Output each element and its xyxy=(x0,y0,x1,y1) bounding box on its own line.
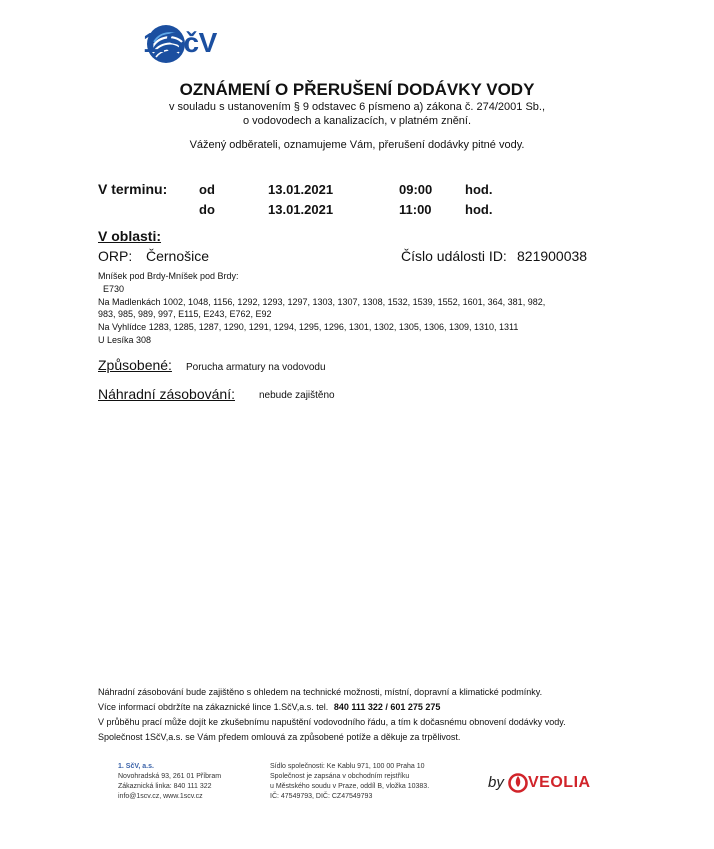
term-from-unit: hod. xyxy=(465,182,493,197)
cause-value: Porucha armatury na vodovodu xyxy=(186,362,326,373)
replacement-label: Náhradní zásobování: xyxy=(98,386,235,402)
veolia-logo-text: VEOLIA xyxy=(528,774,591,791)
area-line-6: U Lesíka 308 xyxy=(98,335,152,345)
term-to-time: 11:00 xyxy=(399,202,432,217)
footer-registered-line-3: u Městského soudu v Praze, oddíl B, vložka 10383. xyxy=(270,783,430,790)
footer-company-hotline: Zákaznická linka: 840 111 322 xyxy=(118,783,212,790)
term-to-date: 13.01.2021 xyxy=(268,202,334,217)
area-line-2: E730 xyxy=(103,284,125,294)
term-from-time: 09:00 xyxy=(399,182,433,197)
area-line-3: Na Madlenkách 1002, 1048, 1156, 1292, 1293, 1297, 1303, 1307, 1308, 1532, 1539, 1552, 1601, 364, 381, 982, xyxy=(98,297,546,307)
footer-company-name: 1. SčV, a.s. xyxy=(118,763,154,770)
greeting: Vážený odběrateli, oznamujeme Vám, přerušení dodávky pitné vody. xyxy=(189,139,525,151)
footer-company-contact: info@1scv.cz, www.1scv.cz xyxy=(118,793,203,800)
area-line-4: 983, 985, 989, 997, E115, E243, E762, E92 xyxy=(98,309,272,319)
term-label: V terminu: xyxy=(98,181,168,197)
veolia-logo-icon xyxy=(508,772,528,794)
area-line-1: Mníšek pod Brdy-Mníšek pod Brdy: xyxy=(98,271,239,281)
footer-registered-line-2: Společnost je zapsána v obchodním rejstříku xyxy=(270,773,410,780)
area-line-5: Na Vyhlídce 1283, 1285, 1287, 1290, 1291, 1294, 1295, 1296, 1301, 1302, 1305, 1306, 1309, 1310, 1311 xyxy=(98,322,519,332)
note-line-2-text: Více informací obdržíte na zákaznické lince 1.SčV,a.s. tel. xyxy=(98,702,329,712)
document-title: OZNÁMENÍ O PŘERUŠENÍ DODÁVKY VODY xyxy=(179,80,535,99)
event-id-value: 821900038 xyxy=(517,248,588,264)
note-line-2 xyxy=(98,701,440,714)
subtitle-line-2: o vodovodech a kanalizacích, v platném znění. xyxy=(242,115,472,127)
note-line-4: Společnost 1SčV,a.s. se Vám předem omlouvá za způsobené potíže a děkuje za trpělivost. xyxy=(98,732,461,742)
subtitle-line-1: v souladu s ustanovením § 9 odstavec 6 písmeno a) zákona č. 274/2001 Sb., xyxy=(168,101,546,113)
note-line-1: Náhradní zásobování bude zajištěno s ohledem na technické možnosti, místní, dopravní a klimatické podmínky. xyxy=(98,687,543,697)
orp-value: Černošice xyxy=(146,248,210,264)
area-label: V oblasti: xyxy=(98,228,162,244)
cause-label: Způsobené: xyxy=(98,357,172,373)
term-from-label: od xyxy=(199,182,215,197)
term-from-date: 13.01.2021 xyxy=(268,182,334,197)
term-to-unit: hod. xyxy=(465,202,493,217)
footer-registered-ids: IČ: 47549793, DIČ: CZ47549793 xyxy=(270,793,373,800)
logo-text: 1.SčV xyxy=(143,27,217,58)
hotline-phones: 840 111 322 / 601 275 275 xyxy=(333,702,441,712)
veolia-by-text: by xyxy=(488,774,504,791)
replacement-value: nebude zajištěno xyxy=(259,390,335,401)
orp-label: ORP: xyxy=(98,248,133,264)
footer-registered-seat: Sídlo společnosti: Ke Kablu 971, 100 00 Praha 10 xyxy=(270,763,425,770)
event-id-label: Číslo události ID: xyxy=(401,248,507,264)
term-to-label: do xyxy=(199,202,215,217)
note-line-3: V průběhu prací může dojít ke zkušebnímu napuštění vodovodního řádu, a tím k dočasnému obnovení dodávky vody. xyxy=(98,717,566,727)
footer-company-address: Novohradská 93, 261 01 Příbram xyxy=(118,773,222,780)
